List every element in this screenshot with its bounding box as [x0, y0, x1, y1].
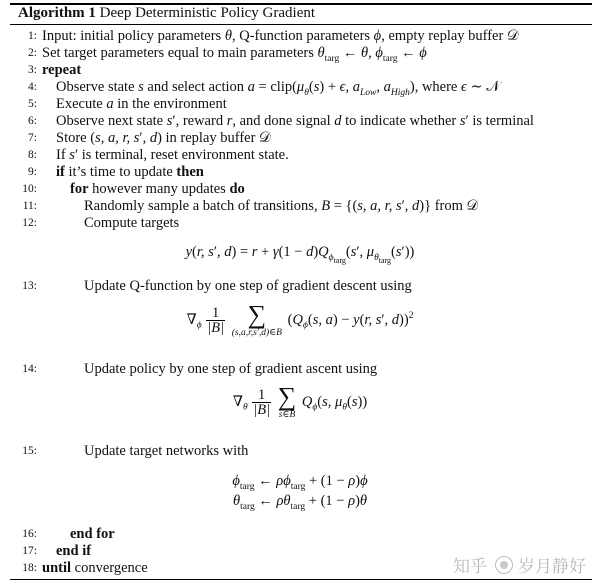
algorithm-label: Algorithm 1 — [18, 5, 96, 21]
fraction: $\frac{1}{|B|}$ — [253, 386, 271, 418]
equation-policy-gradient: $\nabla_\theta$ $\frac{1}{|B|}$ ∑ s∈B $Q_\phi(s$, $\mu_\theta(s)$) — [232, 382, 368, 420]
line-text: Observe next state s′, reward r, and done signal d to indicate whether s′ is terminal — [56, 113, 534, 129]
bottom-rule — [10, 579, 592, 580]
line-number: 15: — [22, 445, 37, 457]
algorithm-title — [18, 5, 315, 22]
keyword-if: if — [56, 164, 65, 180]
line-number: 6: — [28, 115, 37, 127]
line-text — [42, 559, 148, 577]
keyword-end-for: end for — [70, 526, 115, 542]
avatar-icon — [495, 556, 513, 574]
line-number: 10: — [22, 183, 37, 195]
watermark-author: 岁月静好 — [518, 557, 586, 577]
equation-q-loss: $\nabla_\phi$ $\frac{1}{|B|}$ ∑ (s,a,r,s′,d)∈B ($Q_\phi(s$, a) − y(r, s′, d))$^2$ — [186, 300, 414, 338]
line-number: 12: — [22, 217, 37, 229]
line-text: Update policy by one step of gradient ascent using — [84, 361, 378, 377]
keyword-end-if: end if — [56, 543, 92, 559]
equation-targets: y(r, s′, $d) = r + \gamma(1 - d)Q_{\phi_{targ}}(s'$, $\mu_{\theta_{targ}}(s')$) — [185, 244, 415, 265]
equation-target-theta: $\theta_{targ}$ ← $\rho\theta_{targ} + (1 - \rho)\theta$ — [232, 493, 368, 512]
line-number: 18: — [22, 562, 37, 574]
line-text: Compute targets — [84, 215, 180, 231]
line-number: 7: — [28, 132, 37, 144]
title-rule — [10, 24, 592, 25]
line-number: 16: — [22, 528, 37, 540]
summation: ∑ (s,a,r,s′,d)∈B — [231, 300, 282, 338]
keyword-do: do — [229, 181, 245, 197]
line-text — [56, 163, 204, 181]
keyword-until: until — [42, 560, 72, 576]
line-number: 17: — [22, 545, 37, 557]
line-number: 3: — [28, 64, 37, 76]
line-text: Randomly sample a batch of transitions, B = {(s, a, r, s′, d)} from 𝒟 — [84, 198, 479, 214]
line-number: 5: — [28, 98, 37, 110]
watermark — [453, 552, 586, 577]
line-text — [70, 180, 245, 198]
line-number: 1: — [28, 30, 37, 42]
line-text: Input: initial policy parameters θ, Q-function parameters ϕ, empty replay buffer 𝒟 — [42, 28, 519, 44]
line-number: 14: — [22, 363, 37, 375]
equation-target-phi: $\phi_{targ}$ ← $\rho\phi_{targ} + (1 - \rho)\phi$ — [232, 473, 368, 492]
watermark-site: 知乎 — [453, 557, 487, 577]
line-number: 13: — [22, 280, 37, 292]
line-number: 9: — [28, 166, 37, 178]
keyword-repeat: repeat — [42, 62, 82, 78]
line-text: Observe state s and select action $a = clip(\mu_\theta(s) + \epsilon$, $a_{Low}$, $a_{High}$), where ϵ ∼ 𝒩 — [56, 79, 501, 98]
summation: ∑ s∈B — [277, 382, 297, 420]
condition-text: it’s time to update — [64, 164, 177, 180]
loop-text: however many updates — [88, 181, 230, 197]
line-text: If s′ is terminal, reset environment state. — [56, 147, 289, 163]
line-number: 11: — [22, 200, 37, 212]
line-number: 4: — [28, 81, 37, 93]
line-text: Update Q-function by one step of gradient descent using — [84, 278, 412, 294]
keyword-then: then — [176, 164, 204, 180]
line-text: Execute a in the environment — [56, 96, 227, 112]
line-text: Store (s, a, r, s′, d) in replay buffer 𝒟 — [56, 130, 271, 146]
algorithm-name: Deep Deterministic Policy Gradient — [99, 5, 316, 21]
fraction: $\frac{1}{|B|}$ — [207, 304, 225, 336]
keyword-for: for — [70, 181, 89, 197]
until-text: convergence — [71, 560, 148, 576]
line-text: Update target networks with — [84, 443, 249, 459]
line-number: 2: — [28, 47, 37, 59]
line-text: Set target parameters equal to main parameters $\theta_{targ}$ ← θ, $\phi_{targ}$ ← ϕ — [42, 45, 427, 64]
line-number: 8: — [28, 149, 37, 161]
